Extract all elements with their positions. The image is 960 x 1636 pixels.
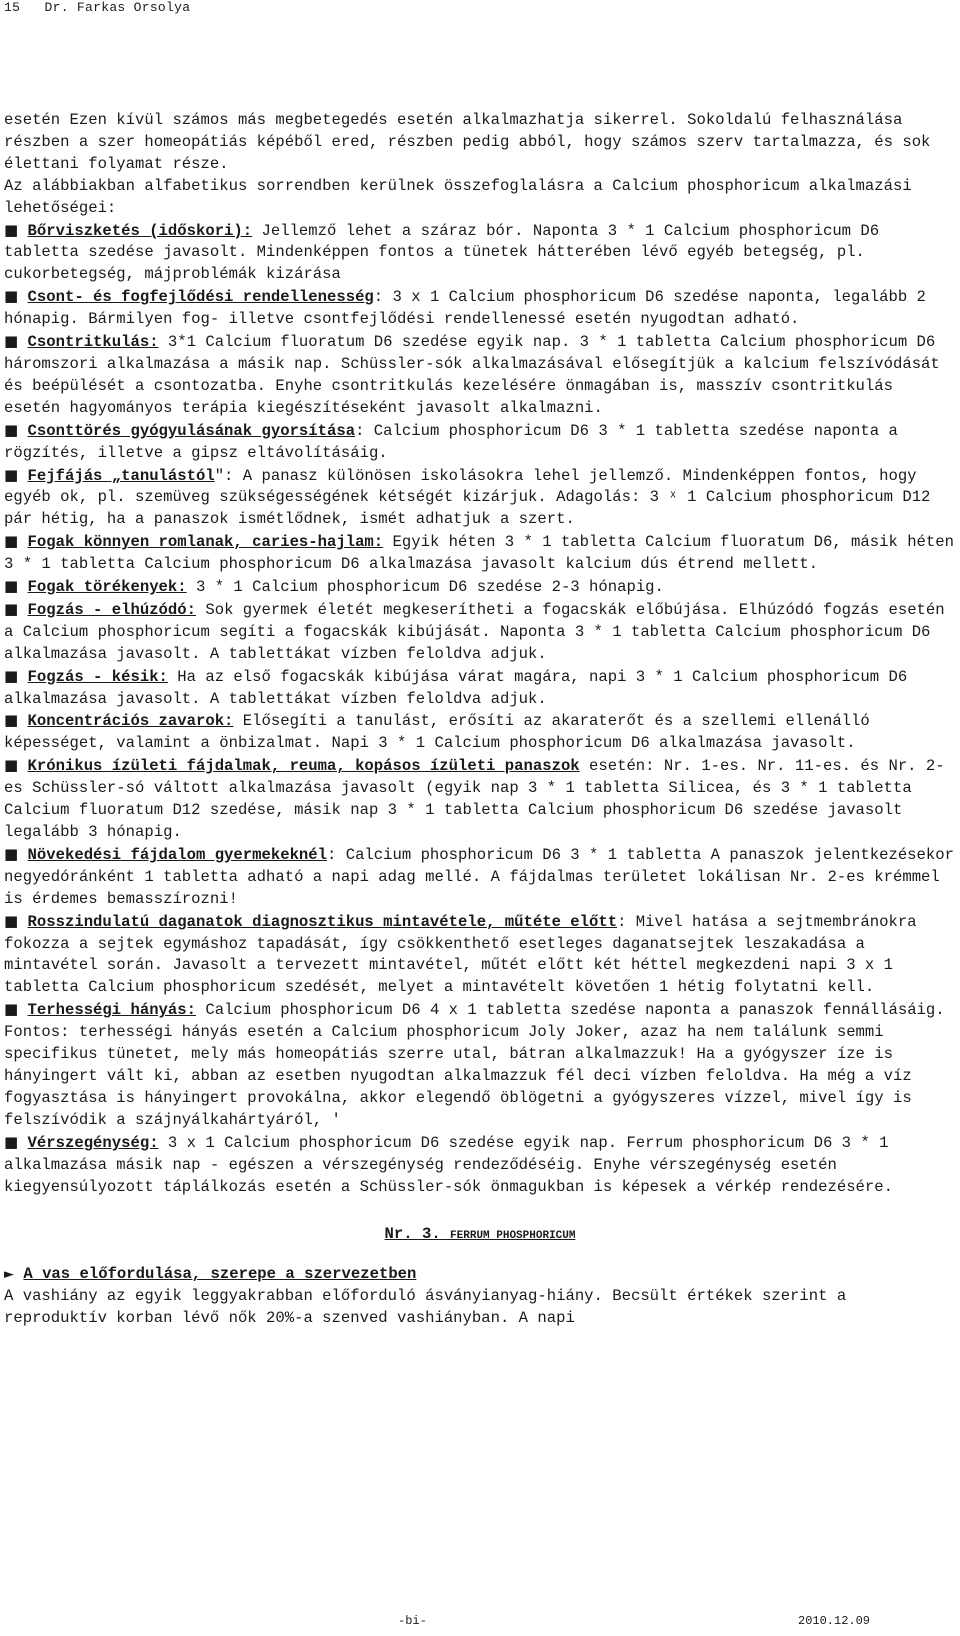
section-heading: [4, 1224, 956, 1248]
arrow-icon: ►: [4, 1267, 14, 1283]
indication-list: [4, 220, 956, 1199]
section-title: FERRUM PHOSPHORICUM: [450, 1230, 576, 1243]
indication-text: : Calcium phosphoricum D6 3 * 1 tabletta A panaszok jelentkezésekor negyedóránként 1 tabletta adható a napi adag mellé. A fájdalmas területet lokálisan Nr. 2-es krémmel is érdemes bemasszírozni!: [4, 845, 954, 908]
bullet-square-icon: ■: [4, 1132, 19, 1151]
indication-term: Csontritkulás:: [27, 333, 159, 352]
bullet-square-icon: ■: [4, 599, 19, 618]
indication-entry: [4, 710, 956, 755]
indication-text: Calcium phosphoricum D6 4 x 1 tabletta szedése naponta a panaszok fennállásáig. Fontos: terhességi hányás esetén a Calcium phosphoricum Joly Joker, azaz ha nem találunk semmi specifikus tünetet, mely más homeopátiás szerre utal, bátran alkalmazzuk! Ha a gyógyszer íze is hányingert vált ki, abban az esetben nyugodtan alkalmazzuk fél deci vízben feloldva. Ha még a víz fogyasztása is hányingert provokálna, akkor elegendő öblögetni a gyógyszeres vízzel, mivel így is felszívódik a szájnyálkahártyáról, ': [4, 1001, 945, 1129]
indication-term: Rosszindulatú daganatok diagnosztikus mintavétele, műtéte előtt: [27, 912, 618, 931]
indication-term: Vérszegénység:: [27, 1133, 159, 1152]
indication-term: Koncentrációs zavarok:: [27, 712, 234, 731]
intro-paragraph: esetén Ezen kívül számos más megbetegedés esetén alkalmazhatja sikerrel. Sokoldalú felhasználása részben a szer homeopátiás képéből ered, részben pedig abból, hogy számos szerv tartalmazza, és sok élettani folyamat része.: [4, 111, 931, 173]
bullet-square-icon: ■: [4, 465, 19, 484]
bullet-square-icon: ■: [4, 911, 19, 930]
indication-term: Fogzás - elhúzódó:: [27, 600, 196, 619]
bullet-square-icon: ■: [4, 711, 19, 730]
bullet-square-icon: ■: [4, 756, 19, 775]
indication-term: Krónikus ízületi fájdalmak, reuma, kopásos ízületi panaszok: [27, 757, 580, 776]
page-header: [4, 0, 190, 15]
footer-date: 2010.12.09: [798, 1614, 871, 1628]
indication-entry: [4, 220, 956, 287]
bullet-square-icon: ■: [4, 332, 19, 351]
indication-entry: [4, 666, 956, 711]
indication-term: Növekedési fájdalom gyermekeknél: [27, 845, 327, 864]
indication-text: Ha az első fogacskák kibújása várat magára, napi 3 * 1 Calcium phosphoricum D6 alkalmazása javasolt. A tablettákat vízben feloldva adjuk.: [4, 667, 908, 708]
header-page-number: 15: [4, 0, 21, 15]
indication-entry: [4, 465, 956, 532]
indication-text: 3 x 1 Calcium phosphoricum D6 szedése egyik nap. Ferrum phosphoricum D6 3 * 1 alkalmazása másik nap - egészen a vérszegénység rendeződéséig. Enyhe vérszegénység esetén kiegyensúlyozott táplálkozás esetén a Schüssler-sók önmagukban is képesek a vérkép rendezésére.: [4, 1133, 893, 1196]
bullet-square-icon: ■: [4, 287, 19, 306]
indication-text: Egyik héten 3 * 1 tabletta Calcium fluoratum D6, másik héten 3 * 1 tabletta Calcium phosphoricum D6 alkalmazása javasolt kalcium dús étrend mellett.: [4, 533, 954, 574]
indication-entry: [4, 1132, 956, 1199]
subheading-label: A vas előfordulása, szerepe a szervezetben: [23, 1265, 417, 1284]
indication-entry: [4, 331, 956, 420]
bullet-square-icon: ■: [4, 532, 19, 551]
header-author: Dr. Farkas Orsolya: [44, 0, 191, 15]
intro-list-lead: Az alábbiakban alfabetikus sorrendben kerülnek összefoglalásra a Calcium phosphoricum alkalmazási lehetőségei:: [4, 176, 912, 217]
indication-term: Fogak könnyen romlanak, caries-hajlam:: [27, 533, 384, 552]
indication-entry: [4, 755, 956, 844]
subheading: [4, 1264, 956, 1286]
closing-paragraph: A vashiány az egyik leggyakrabban előforduló ásványianyag-hiány. Becsült értékek szerint a reproduktív korban lévő nők 20%-a szenved vashiányban. A napi: [4, 1287, 847, 1328]
indication-entry: [4, 999, 956, 1131]
indication-text: Elősegíti a tanulást, erősíti az akaraterőt és a szellemi ellenálló képességet, valamint a önbizalmat. Napi 3 * 1 Calcium phosphoricum D6 alkalmazása javasolt.: [4, 712, 870, 753]
indication-term: Bőrviszketés (időskori):: [27, 221, 253, 240]
indication-text: Sok gyermek életét megkeserítheti a fogacskák előbújása. Elhúzódó fogzás esetén a Calcium phosphoricum segíti a fogacskák kibújását. Naponta 3 * 1 tabletta Calcium phosphoricum D6 alkalmazása javasolt. A tablettákat vízben feloldva adjuk.: [4, 600, 945, 663]
indication-entry: [4, 911, 956, 1000]
indication-entry: [4, 420, 956, 465]
indication-text: ": A panasz különösen iskolásokra lehel jellemző. Mindenképpen fontos, hogy egyéb ok, pl. szemüveg szükségességének kétségét kizárjuk. Adagolás: 3 ˣ 1 Calcium phosphoricum D12 pár hétig, ha a panaszok ismétlődnek, ismét adhatjuk a szert.: [4, 466, 931, 529]
bullet-square-icon: ■: [4, 1000, 19, 1019]
indication-entry: [4, 531, 956, 576]
indication-text: esetén: Nr. 1-es. Nr. 11-es. és Nr. 2-es Schüssler-só váltott alkalmazása javasolt (egyik nap 3 * 1 tabletta Silicea, és 3 * 1 tabletta Calcium fluoratum D12 szedése, másik nap 3 * 1 tabletta Calcium phosphoricum D6 szedése javasolt legalább 3 hónapig.: [4, 757, 945, 841]
indication-text: : Calcium phosphoricum D6 3 * 1 tabletta szedése naponta a rögzítés, illetve a gipsz eltávolításáig.: [4, 421, 898, 462]
indication-text: 3 * 1 Calcium phosphoricum D6 szedése 2-3 hónapig.: [186, 578, 664, 597]
indication-term: Csonttörés gyógyulásának gyorsítása: [27, 421, 356, 440]
footer-page-label: -bi-: [398, 1614, 427, 1628]
indication-term: Terhességi hányás:: [27, 1001, 196, 1020]
indication-text: : 3 x 1 Calcium phosphoricum D6 szedése naponta, legalább 2 hónapig. Bármilyen fog- illetve csontfejlődési rendellenessé esetén nyugodtan adható.: [4, 288, 926, 329]
indication-entry: [4, 286, 956, 331]
indication-term: Fogak törékenyek:: [27, 578, 187, 597]
bullet-square-icon: ■: [4, 577, 19, 596]
indication-entry: [4, 599, 956, 666]
indication-text: : Mivel hatása a sejtmembránokra fokozza a sejtek egymáshoz tapadását, így csökkenthető esetleges daganatsejtek leszakadása a mintavétel során. Javasolt a tervezett mintavétel, műtét előtt két héttel megkezdeni napi 3 x 1 tabletta Calcium phosphoricum szedését, melyet a mintavételt követően 1 hétig folytatni kell.: [4, 912, 917, 997]
indication-entry: [4, 844, 956, 911]
bullet-square-icon: ■: [4, 420, 19, 439]
indication-text: Jellemző lehet a száraz bór. Naponta 3 * 1 Calcium phosphoricum D6 tabletta szedése javasolt. Mindenképpen fontos a tünetek hátterében lévő egyéb betegség, pl. cukorbetegség, májproblémák kizárása: [4, 221, 880, 284]
indication-term: Fejfájás „tanulástól: [27, 466, 215, 485]
section-number: Nr. 3.: [384, 1225, 441, 1244]
indication-entry: [4, 576, 956, 599]
bullet-square-icon: ■: [4, 844, 19, 863]
bullet-square-icon: ■: [4, 220, 19, 239]
indication-text: 3*1 Calcium fluoratum D6 szedése egyik nap. 3 * 1 tabletta Calcium phosphoricum D6 háromszori alkalmazása a másik nap. Schüssler-sók alkalmazásával elősegítjük a kalcium felszívódását és beépülését a csontozatba. Enyhe csontritkulás kezelésére önmagában is, masszív csontritkulás esetén hagyományos terápia kiegészítéseként javasolt alkalmazni.: [4, 333, 940, 417]
bullet-square-icon: ■: [4, 666, 19, 685]
indication-term: Fogzás - késik:: [27, 667, 168, 686]
document-body: [4, 110, 956, 1330]
indication-term: Csont- és fogfejlődési rendellenesség: [27, 288, 374, 307]
